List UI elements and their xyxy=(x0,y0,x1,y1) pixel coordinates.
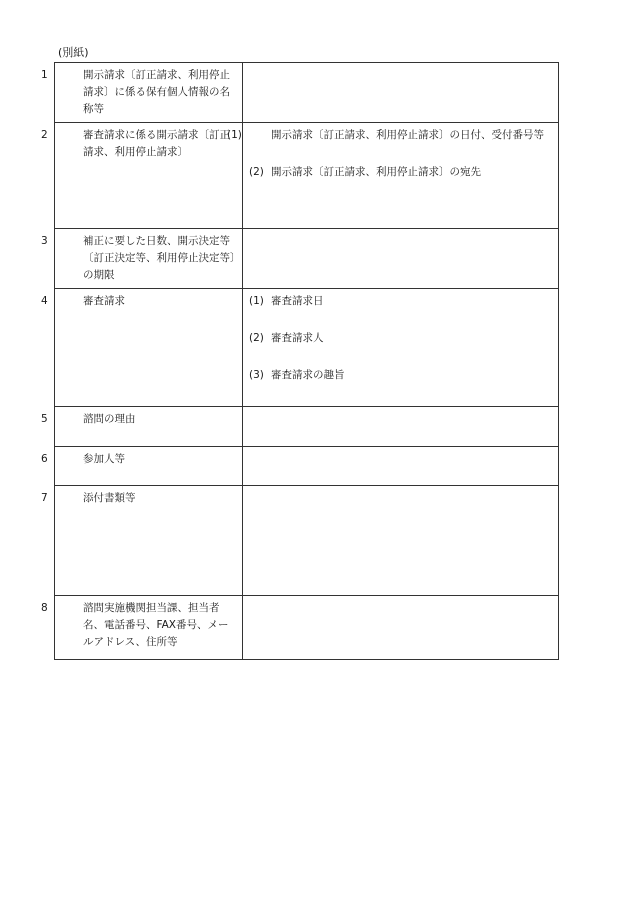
sub-item-number: (2) xyxy=(249,332,264,344)
row-number: 6 xyxy=(41,453,48,465)
row-content-cell[interactable] xyxy=(227,123,559,229)
row-label: 諮問実施機関担当課、担当者名、電話番号、FAX番号、メールアドレス、住所等 xyxy=(83,602,229,648)
row-label: 諮問の理由 xyxy=(83,413,136,425)
row-label-cell xyxy=(41,407,243,447)
row-label: 補正に要した日数、開示決定等〔訂正決定等、利用停止決定等〕の期限 xyxy=(83,235,236,281)
row-content-cell[interactable] xyxy=(243,229,559,289)
table-row xyxy=(55,123,559,229)
row-label: 審査請求に係る開示請求〔訂正請求、利用停止請求〕 xyxy=(83,129,230,158)
sub-item-number: (1) xyxy=(227,129,242,141)
form-table xyxy=(41,62,559,660)
row-content-cell[interactable] xyxy=(243,596,559,660)
sub-item xyxy=(249,330,552,347)
sub-item-text: 審査請求日 xyxy=(271,295,324,307)
row-label-cell xyxy=(41,289,243,407)
sub-item xyxy=(227,127,552,144)
row-number: 3 xyxy=(41,235,48,247)
row-label: 審査請求 xyxy=(83,295,125,307)
sub-item-text: 審査請求人 xyxy=(271,332,324,344)
sub-item-number: (2) xyxy=(249,166,264,178)
table-row xyxy=(55,289,559,407)
row-label-cell xyxy=(41,123,243,229)
table-row xyxy=(55,486,559,596)
row-content-cell[interactable] xyxy=(243,447,559,486)
row-number: 4 xyxy=(41,295,48,307)
table-row xyxy=(55,63,559,123)
row-label: 参加人等 xyxy=(83,453,125,465)
row-label-cell xyxy=(41,486,243,596)
sub-item xyxy=(249,367,552,384)
table-row xyxy=(55,407,559,447)
row-label: 開示請求〔訂正請求、利用停止請求〕に係る保有個人情報の名称等 xyxy=(83,69,230,115)
row-number: 5 xyxy=(41,413,48,425)
sub-item xyxy=(249,293,552,310)
table-row xyxy=(55,596,559,660)
table-row xyxy=(55,229,559,289)
row-label-cell xyxy=(41,229,243,289)
row-content-cell[interactable] xyxy=(243,486,559,596)
row-number: 8 xyxy=(41,602,48,614)
sub-item xyxy=(249,164,552,181)
row-label-cell xyxy=(41,596,243,660)
sub-item-text: 開示請求〔訂正請求、利用停止請求〕の宛先 xyxy=(271,166,481,178)
row-label: 添付書類等 xyxy=(83,492,136,504)
row-number: 1 xyxy=(41,69,48,81)
sub-item-number: (1) xyxy=(249,295,264,307)
sub-item-number: (3) xyxy=(249,369,264,381)
row-content-cell[interactable] xyxy=(243,289,559,407)
row-number: 7 xyxy=(41,492,48,504)
row-label-cell xyxy=(41,447,243,486)
sub-item-text: 開示請求〔訂正請求、利用停止請求〕の日付、受付番号等 xyxy=(271,129,544,141)
table-row xyxy=(55,447,559,486)
row-content-cell[interactable] xyxy=(243,63,559,123)
page-label: (別紙) xyxy=(58,46,89,59)
row-number: 2 xyxy=(41,129,48,141)
row-content-cell[interactable] xyxy=(243,407,559,447)
sub-item-text: 審査請求の趣旨 xyxy=(271,369,345,381)
row-label-cell xyxy=(41,63,243,123)
